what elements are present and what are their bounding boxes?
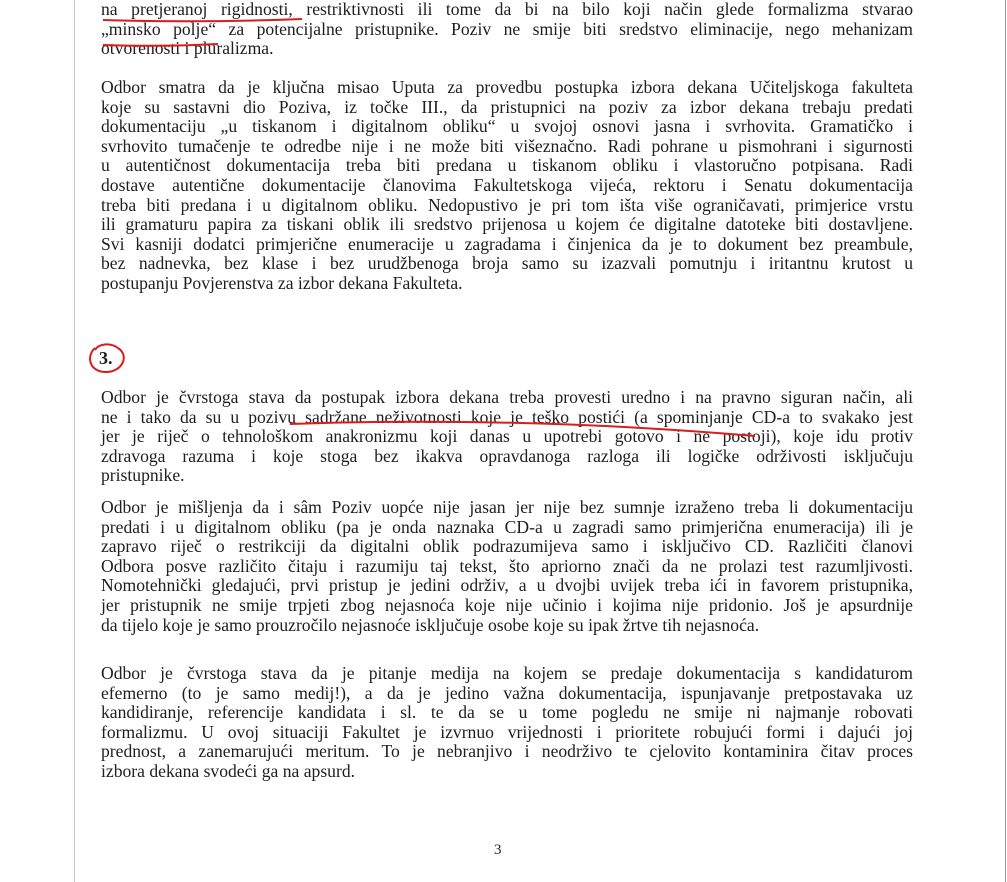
viewer-right-border [1005,0,1006,882]
text-line: na pretjeranoj rigidnosti, restriktivnosti ili tome da bi na bilo koji način glede formalizma stvarao [101,0,913,19]
text-line: Odbor je čvrstoga stava da je pitanje medija na kojem se predaje dokumentacija s kandidaturom [101,663,913,683]
paragraph-intro [101,0,913,59]
text-line: predati i u digitalnom obliku (pa je onda naznaka CD-a u zagradi samo primjerična enumeracija) ili je [101,516,913,537]
text-line: izbora dekana svodeći ga na apsurd. [101,760,356,781]
text-line: zapravo riječ o restrikciji da digitalni oblik podrazumijeva samo i isključivo CD. Različiti članovi [101,536,913,557]
text-line: formalizmu. U ovoj situaciji Fakultet je izvrnuo vrijednosti i prioritete robujući formi i dajući joj [101,721,913,742]
text-line: „minsko polje“ za potencijalne pristupnike. Poziv ne smije biti sredstvo eliminacije, nego mehanizam [101,18,913,39]
text-line: Odbor smatra da je ključna misao Uputa za provedbu postupka izbora dekana Učiteljskoga fakulteta [101,77,913,97]
paragraph-cvrstoga-stava [101,388,913,486]
paragraph-pitanje-medija [101,664,913,782]
text-line: dokumentaciju „u tiskanom i digitalnom obliku“ u svojoj osnovi jasna i svrhovita. Gramatičko i [101,116,913,137]
text-line: pristupnike. [101,465,185,486]
text-line: Svi kasniji dodatci primjerične enumeracije u zagradama i činjenica da je to dokument bez preambule, [101,233,913,254]
text-line: Odbor je čvrstoga stava da postupak izbora dekana treba provesti uredno i na pravno siguran način, ali [101,387,913,407]
text-line: u autentičnost dokumentacija treba biti predana u tiskanom obliku i vlastoručno potpisana. Radi [101,155,913,176]
text-line: ne i tako da su u pozivu sadržane neživotnosti koje je teško postići (a spominjanje CD-a to svakako jest [101,406,913,427]
text-line: postupanju Povjerenstva za izbor dekana Fakulteta. [101,272,463,293]
text-line: da tijelo koje je samo prouzročilo nejasnoće isključuje osobe koje su ipak žrtve tih nejasnoća. [101,614,760,635]
text-line: bez nadnevka, bez klase i bez urudžbenoga broja samo su izazvali pomutnju i iritantnu krutost u [101,253,913,274]
text-line: Nomotehnički gledajući, prvi pristup je jedini održiv, a u dvojbi uvijek treba ići in favorem pristupnika, [101,575,913,596]
page-number: 3 [494,842,502,858]
text-line: jer je riječ o tehnološkom anakronizmu koji danas u upotrebi gotovo i ne postoji), koje idu protiv [101,426,913,447]
text-line: svrhovito tumačenje te odredbe nije i ne može biti višeznačno. Radi pohrane u pismohrani i sigurnosti [101,135,913,156]
text-line: kandidiranje, referencije kandidata i sl. te da se u tome pogledu ne smije ni najmanje robovati [101,702,913,723]
page-left-edge [74,0,75,882]
paragraph-odbor-smatra [101,78,913,294]
text-line: zdravoga razuma i koje stoga bez ikakva opravdanoga razloga ili logičke održivosti isključuju [101,445,913,466]
text-line: prednost, a zanemarujući meritum. To je nebranjivo i neodrživo te cjelovito kontaminira čitav proces [101,741,913,762]
text-line: Odbor je mišljenja da i sâm Poziv uopće nije jasan jer nije bez sumnje izraženo treba li dokumentaciju [101,497,913,517]
text-line: treba biti predana i u digitalnom obliku. Nedopustivo je pri tom išta više ograničavati, primjerice vrstu [101,194,913,215]
section-heading: 3. [99,348,113,368]
text-line: efemerno (to je samo medij!), a da je jedino važna dokumentacija, ispunjavanje pretpostavaka uz [101,682,913,703]
text-line: dostave autentične dokumentacije članovima Fakultetskoga vijeća, rektoru i Senatu dokumentacija [101,174,913,195]
text-line: ili gramaturu papira za tiskani oblik ili sredstvo prijenosa u kojem će digitalne datoteke biti dostavljene. [101,214,913,235]
paragraph-misljenja [101,498,913,635]
text-line: Odbora posve različito čitaju i razumiju taj tekst, što apriorno znači da ne prolazi test razumljivosti. [101,555,913,576]
text-line: otvorenosti i pluralizma. [101,38,274,59]
text-line: jer pristupnik ne smije trpjeti zbog nejasnoća koje nije učinio i kojima nije pridonio. Još je apsurdnije [101,594,913,615]
text-line: koje su sastavni dio Poziva, iz točke III., da pristupnici na poziv za izbor dekana trebaju predati [101,96,913,117]
